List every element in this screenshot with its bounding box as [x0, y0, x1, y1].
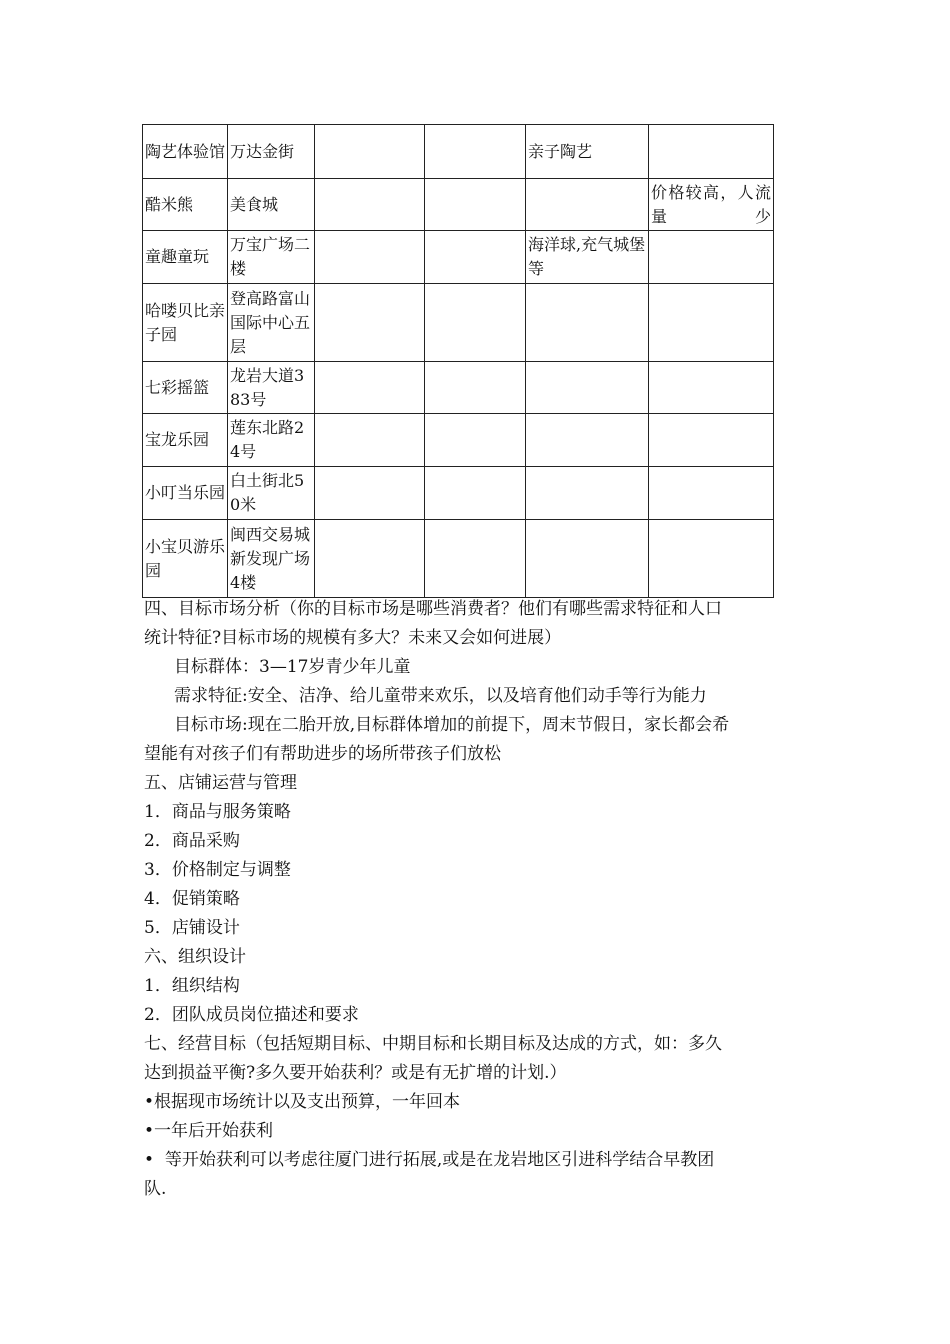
empty-cell	[425, 362, 526, 414]
section-7-heading-cont: 达到损益平衡?多久要开始获利？或是有无扩增的计划.）	[144, 1063, 567, 1083]
notes-cell: 价格较高，人流量少	[649, 179, 774, 231]
section-4-heading: 四、目标市场分析（你的目标市场是哪些消费者？他们有哪些需求特征和人口	[144, 599, 722, 619]
bullet-item: •一年后开始获利	[144, 1121, 274, 1141]
location-cell: 龙岩大道383号	[228, 362, 315, 414]
section-5-heading: 五、店铺运营与管理	[144, 773, 297, 793]
list-item: 1．商品与服务策略	[144, 802, 291, 822]
empty-cell	[315, 284, 425, 362]
empty-cell	[425, 179, 526, 231]
demand-text: 需求特征:安全、洁净、给儿童带来欢乐，以及培育他们动手等行为能力	[174, 686, 707, 706]
location-cell: 万达金街	[228, 125, 315, 179]
notes-cell	[649, 125, 774, 179]
empty-cell	[425, 125, 526, 179]
items-cell: 海洋球,充气城堡等	[526, 231, 649, 284]
empty-cell	[425, 231, 526, 284]
location-cell: 闽西交易城新发现广场4楼	[228, 520, 315, 598]
bullet-item-cont: 队.	[144, 1179, 167, 1199]
store-name-cell: 七彩摇篮	[143, 362, 228, 414]
store-name-cell: 陶艺体验馆	[143, 125, 228, 179]
store-name-cell: 酷米熊	[143, 179, 228, 231]
bullet-item: •根据现市场统计以及支出预算，一年回本	[144, 1092, 461, 1112]
empty-cell	[315, 231, 425, 284]
notes-cell	[649, 520, 774, 598]
items-cell	[526, 414, 649, 467]
section-6-heading: 六、组织设计	[144, 947, 246, 967]
location-cell: 莲东北路24号	[228, 414, 315, 467]
notes-cell	[649, 362, 774, 414]
items-cell	[526, 467, 649, 520]
empty-cell	[315, 362, 425, 414]
target-group-text: 目标群体：3—17岁青少年儿童	[174, 657, 411, 677]
notes-cell	[649, 231, 774, 284]
list-item: 3．价格制定与调整	[144, 860, 291, 880]
list-item: 1．组织结构	[144, 976, 240, 996]
empty-cell	[315, 520, 425, 598]
items-cell: 亲子陶艺	[526, 125, 649, 179]
location-cell: 万宝广场二楼	[228, 231, 315, 284]
items-cell	[526, 362, 649, 414]
notes-cell	[649, 467, 774, 520]
empty-cell	[315, 467, 425, 520]
location-cell: 登高路富山国际中心五层	[228, 284, 315, 362]
bullet-item: • 等开始获利可以考虑往厦门进行拓展,或是在龙岩地区引进科学结合早教团	[144, 1150, 715, 1170]
empty-cell	[315, 125, 425, 179]
table-row	[143, 362, 774, 414]
table-row	[143, 125, 774, 179]
items-cell	[526, 284, 649, 362]
empty-cell	[425, 467, 526, 520]
table-row	[143, 414, 774, 467]
items-cell	[526, 179, 649, 231]
section-4-heading-cont: 统计特征?目标市场的规模有多大？未来又会如何进展）	[144, 628, 562, 648]
empty-cell	[425, 414, 526, 467]
document-body	[144, 595, 808, 1204]
store-name-cell: 小叮当乐园	[143, 467, 228, 520]
table-row	[143, 467, 774, 520]
location-cell: 白土街北50米	[228, 467, 315, 520]
table-row	[143, 284, 774, 362]
empty-cell	[315, 179, 425, 231]
list-item: 2．团队成员岗位描述和要求	[144, 1005, 359, 1025]
table-row	[143, 520, 774, 598]
empty-cell	[425, 520, 526, 598]
store-name-cell: 小宝贝游乐园	[143, 520, 228, 598]
list-item: 5．店铺设计	[144, 918, 240, 938]
location-cell: 美食城	[228, 179, 315, 231]
notes-cell	[649, 414, 774, 467]
section-7-heading: 七、经营目标（包括短期目标、中期目标和长期目标及达成的方式，如：多久	[144, 1034, 722, 1054]
store-name-cell: 宝龙乐园	[143, 414, 228, 467]
list-item: 2．商品采购	[144, 831, 240, 851]
target-market-text-cont: 望能有对孩子们有帮助进步的场所带孩子们放松	[144, 744, 501, 764]
table-row	[143, 231, 774, 284]
items-cell	[526, 520, 649, 598]
notes-cell	[649, 284, 774, 362]
store-name-cell: 童趣童玩	[143, 231, 228, 284]
empty-cell	[425, 284, 526, 362]
empty-cell	[315, 414, 425, 467]
list-item: 4．促销策略	[144, 889, 240, 909]
store-name-cell: 哈喽贝比亲子园	[143, 284, 228, 362]
competitor-table	[142, 124, 774, 598]
target-market-text: 目标市场:现在二胎开放,目标群体增加的前提下，周末节假日，家长都会希	[174, 715, 730, 735]
table-row	[143, 179, 774, 231]
